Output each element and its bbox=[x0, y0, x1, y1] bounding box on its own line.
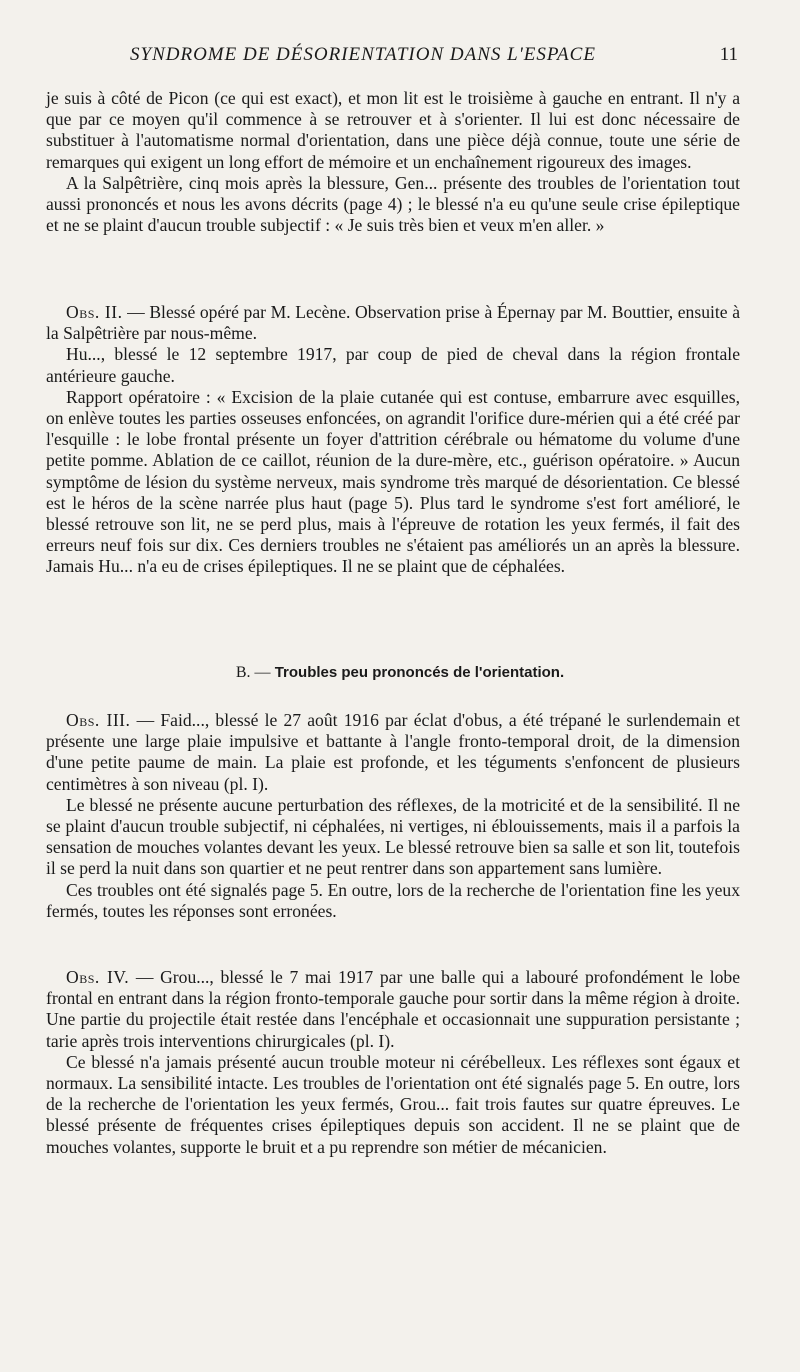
observation-text: — Blessé opéré par M. Lecène. Observation prise à Épernay par M. Bouttier, ensuite à la Salpêtrière par nous-même. bbox=[46, 302, 741, 344]
paragraph: je suis à côté de Picon (ce qui est exact), et mon lit est le troisième à gauche en entrant. Il n'y a que par ce moyen qu'il commence à se retrouver et à s'orienter. Il lui est donc nécessaire de substituer à l'automatisme normal d'orientation, dans une pièce déjà connue, toute une série de remarques qui exigent un long effort de mémoire et un enchaînement rigoureux des images. bbox=[46, 88, 740, 172]
observation-label: Obs. IV. bbox=[66, 967, 130, 987]
observation-2 bbox=[46, 302, 740, 578]
observation-label: Obs. II. bbox=[66, 302, 123, 322]
section-title: Troubles peu prononcés de l'orientation. bbox=[274, 664, 565, 681]
observation-text: — Grou..., blessé le 7 mai 1917 par une balle qui a labouré profondément le lobe frontal en entrant dans la région fronto-temporale gauche pour sortir dans la même région à droite. Une partie du projectile était restée dans l'encéphale et occasionnait une suppuration persistante ; tarie après trois interventions chirurgicales (pl. I). bbox=[46, 967, 740, 1051]
paragraph: Le blessé ne présente aucune perturbation des réflexes, de la motricité et de la sensibilité. Il ne se plaint d'aucun trouble subjectif, ni céphalées, ni vertiges, ni éblouissements, mais il a parfois la sensation de mouches volantes devant les yeux. Le blessé retrouve bien sa salle et son lit, toutefois il se perd la nuit dans son quartier et ne peut rentrer dans son appartement sans lumière. bbox=[46, 794, 740, 879]
running-header bbox=[130, 44, 738, 66]
page-number: 11 bbox=[719, 44, 738, 65]
observation-label: Obs. III. bbox=[66, 710, 131, 730]
observation-4 bbox=[46, 967, 740, 1158]
observation-intro bbox=[46, 967, 740, 1052]
running-title: SYNDROME DE DÉSORIENTATION DANS L'ESPACE bbox=[130, 44, 596, 65]
section-lead: B. — bbox=[235, 664, 271, 681]
paragraph: Ce blessé n'a jamais présenté aucun trouble moteur ni cérébelleux. Les réflexes sont égaux et normaux. La sensibilité intacte. Les troubles de l'orientation ont été signalés page 5. En outre, lors de la recherche de l'orientation les yeux fermés, Grou... fait trois fautes sur quatre épreuves. Le blessé présente de fréquentes crises épileptiques depuis son accident. Il ne se plaint que de mouches volantes, supporte le bruit et a pu reprendre son métier de mécanicien. bbox=[46, 1051, 740, 1157]
paragraph: Ces troubles ont été signalés page 5. En outre, lors de la recherche de l'orientation fine les yeux fermés, toutes les réponses sont erronées. bbox=[46, 879, 740, 921]
observation-3 bbox=[46, 710, 740, 922]
opening-block bbox=[46, 88, 740, 236]
observation-text: — Faid..., blessé le 27 août 1916 par éclat d'obus, a été trépané le surlendemain et présente une large plaie impulsive et battante à l'angle fronto-temporal droit, de la dimension d'une petite paume de main. La plaie est profonde, et les téguments s'enfoncent de plusieurs centimètres à son niveau (pl. I). bbox=[46, 710, 740, 794]
observation-intro bbox=[46, 710, 740, 795]
paragraph: A la Salpêtrière, cinq mois après la blessure, Gen... présente des troubles de l'orientation tout aussi prononcés et nous les avons décrits (page 4) ; le blessé n'a eu qu'une seule crise épileptique et ne se plaint d'aucun trouble subjectif : « Je suis très bien et veux m'en aller. » bbox=[46, 172, 740, 236]
section-heading bbox=[0, 664, 800, 682]
paragraph: Hu..., blessé le 12 septembre 1917, par coup de pied de cheval dans la région frontale antérieure gauche. bbox=[46, 344, 740, 386]
observation-intro bbox=[46, 302, 740, 344]
paragraph: Rapport opératoire : « Excision de la plaie cutanée qui est contuse, embarrure avec esquilles, on enlève toutes les parties osseuses enfoncées, on agrandit l'orifice dure-mérien qui a été créé par l'esquille : le lobe frontal présente un foyer d'attrition cérébrale ou hématome du volume d'une petite pomme. Ablation de ce caillot, réunion de la dure-mère, etc., guérison opératoire. » Aucun symptôme de lésion du système nerveux, mais syndrome très marqué de désorientation. Ce blessé est le héros de la scène narrée plus haut (page 5). Plus tard le syndrome s'est fort amélioré, le blessé retrouve son lit, ne se perd plus, mais à l'épreuve de rotation les yeux fermés, il fait des erreurs neuf fois sur dix. Ces derniers troubles ne s'étaient pas améliorés un an après la blessure. Jamais Hu... n'a eu de crises épileptiques. Il ne se plaint que de céphalées. bbox=[46, 386, 740, 577]
